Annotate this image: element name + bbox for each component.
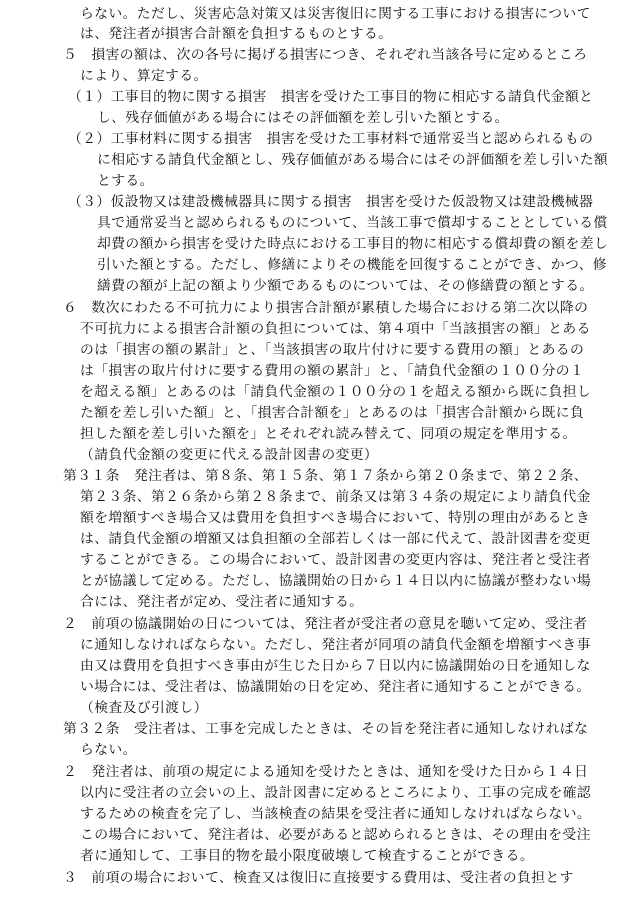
text-line: 却費の額から損害を受けた時点における工事目的物に相応する償却費の額を差し [97, 236, 609, 252]
text-line: 第２３条、第２６条から第２８条まで、前条又は第３４条の規定により請負代金 [80, 489, 591, 505]
text-line: （２）工事材料に関する損害 損害を受けた工事材料で通常妥当と認められるもの [68, 131, 594, 147]
text-line: た額を差し引いた額」と、「損害合計額を」とあるのは「損害合計額から既に負 [80, 405, 585, 421]
text-line: ３ 前項の場合において、検査又は復旧に直接要する費用は、受注者の負担とす [63, 870, 574, 886]
text-line: ２ 発注者は、前項の規定による通知を受けたときは、通知を受けた日から１４日 [63, 764, 589, 780]
text-line: は、請負代金額の増額又は負担額の全部若しくは一部に代えて、設計図書を変更 [80, 531, 591, 547]
text-line: により、算定する。 [80, 68, 208, 84]
text-line: 以内に受注者の立会いの上、設計図書に定めるところにより、工事の完成を確認 [80, 785, 592, 801]
article-start: 第３２条 受注者は、工事を完成したときは、その旨を発注者に通知しなければな [63, 721, 589, 737]
text-line: することができる。この場合において、設計図書の変更内容は、発注者と受注者 [80, 552, 591, 568]
text-line: （３）仮設物又は建設機械器具に関する損害 損害を受けた仮設物又は建設機械器 [68, 194, 594, 210]
text-line: 担した額を差し引いた額を」とそれぞれ読み替えて、同項の規定を準用する。 [80, 426, 577, 442]
text-line: し、残存価値がある場合にはその評価額を差し引いた額とする。 [97, 110, 509, 126]
text-line: ６ 数次にわたる不可抗力により損害合計額が累積した場合における第二次以降の [63, 300, 589, 316]
text-line: に相応する請負代金額とし、残存価値がある場合にはその評価額を差し引いた額 [97, 152, 609, 168]
text-line: とする。 [97, 173, 154, 189]
text-line: 不可抗力による損害合計額の負担については、第４項中「当該損害の額」とある [80, 321, 591, 337]
text-line: この場合において、発注者は、必要があると認められるときは、その理由を受注 [80, 827, 591, 843]
text-line: 合には、発注者が定め、受注者に通知する。 [80, 594, 364, 610]
text-line: （１）工事目的物に関する損害 損害を受けた工事目的物に相応する請負代金額と [68, 89, 594, 105]
text-line: 具で通常妥当と認められるものについて、当該工事で償却することとしている償 [97, 215, 608, 231]
text-line: 額を増額すべき場合又は費用を負担すべき場合において、特別の理由があるとき [80, 510, 591, 526]
text-line: 者に通知して、工事目的物を最小限度破壊して検査することができる。 [80, 848, 535, 864]
text-line: らない。 [80, 742, 137, 758]
text-line: ５ 損害の額は、次の各号に掲げる損害につき、それぞれ当該各号に定めるところ [63, 47, 588, 63]
text-line: 繕費の額が上記の額より少額であるものについては、その修繕費の額とする。 [97, 278, 594, 294]
text-line: は、発注者が損害合計額を負担するものとする。 [80, 26, 393, 42]
section-heading: （検査及び引渡し） [80, 700, 208, 716]
text-line: に通知しなければならない。ただし、発注者が同項の請負代金額を増額すべき事 [80, 637, 591, 653]
text-line: い場合には、受注者は、協議開始の日を定め、発注者に通知することができる。 [80, 679, 591, 695]
article-start: 第３１条 発注者は、第８条、第１５条、第１７条から第２０条まで、第２２条、 [63, 468, 589, 484]
section-heading: （請負代金額の変更に代える設計図書の変更） [80, 447, 379, 463]
text-line: らない。ただし、災害応急対策又は災害復旧に関する工事における損害について [80, 6, 591, 22]
text-line: ２ 前項の協議開始の日については、発注者が受注者の意見を聴いて定め、受注者 [63, 616, 588, 632]
text-line: 引いた額とする。ただし、修繕によりその機能を回復することができ、かつ、修 [97, 257, 607, 273]
text-line: を超える額」とあるのは「請負代金額の１００分の１を超える額から既に負担し [80, 384, 592, 400]
text-line: するための検査を完了し、当該検査の結果を受注者に通知しなければならない。 [80, 806, 592, 822]
text-line: は「損害の取片付けに要する費用の額の累計」と、「請負代金額の１００分の１ [80, 363, 585, 379]
text-line: のは「損害の額の累計」と、「当該損害の取片付けに要する費用の額」とあるの [80, 342, 585, 358]
text-line: 由又は費用を負担すべき事由が生じた日から７日以内に協議開始の日を通知しな [80, 658, 591, 674]
text-line: とが協議して定める。ただし、協議開始の日から１４日以内に協議が整わない場 [80, 573, 592, 589]
